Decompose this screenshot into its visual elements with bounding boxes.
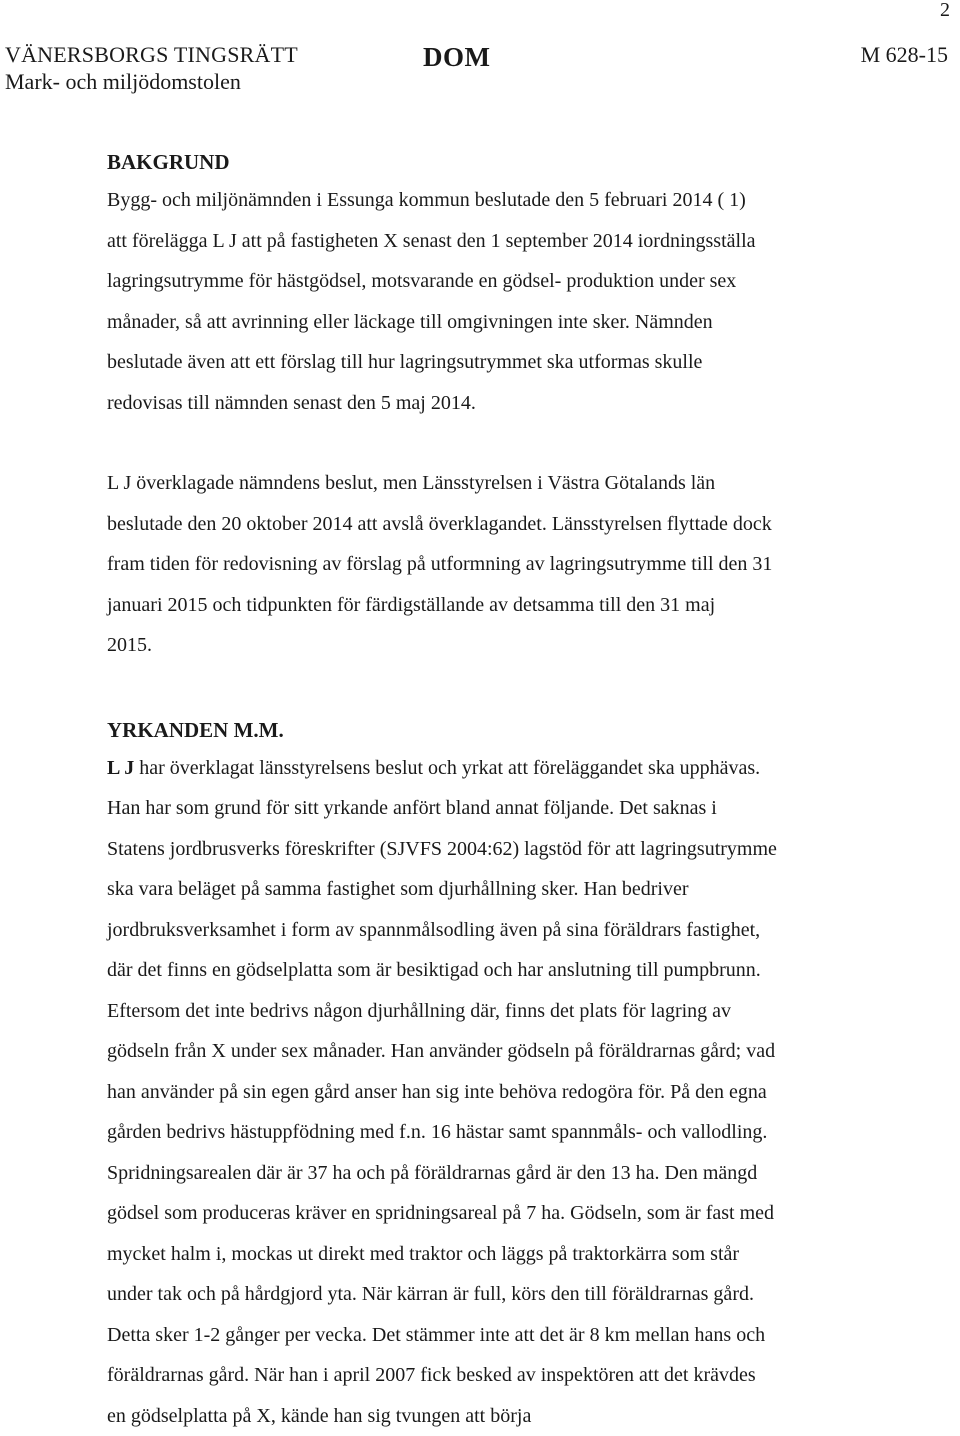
text-line: lagringsutrymme för hästgödsel, motsvarande en gödsel- produktion under sex (107, 261, 907, 302)
text-line: jordbruksverksamhet i form av spannmålsodling även på sina föräldrars fastighet, (107, 910, 907, 951)
text-line: han använder på sin egen gård anser han sig inte behöva redogöra för. På den egna (107, 1072, 907, 1113)
yrkanden-paragraph (107, 748, 907, 1436)
document-header (5, 42, 948, 98)
text-line: att förelägga L J att på fastigheten X senast den 1 september 2014 iordningsställa (107, 221, 907, 262)
document-type: DOM (423, 42, 490, 72)
text-line (107, 748, 907, 789)
section-spacer (107, 666, 907, 712)
text-line: Bygg- och miljönämnden i Essunga kommun beslutade den 5 februari 2014 ( 1) (107, 180, 907, 221)
text-line: gödseln från X under sex månader. Han använder gödseln på föräldrarnas gård; vad (107, 1031, 907, 1072)
bakgrund-paragraph-1 (107, 180, 907, 423)
text-line: Han har som grund för sitt yrkande anfört bland annat följande. Det saknas i (107, 788, 907, 829)
text-line: 2015. (107, 625, 907, 666)
text-line: Eftersom det inte bedrivs någon djurhållning där, finns det plats för lagring av (107, 991, 907, 1032)
text-line: Detta sker 1-2 gånger per vecka. Det stämmer inte att det är 8 km mellan hans och (107, 1315, 907, 1356)
text-line: beslutade även att ett förslag till hur lagringsutrymmet ska utformas skulle (107, 342, 907, 383)
paragraph-spacer (107, 423, 907, 463)
text-line: under tak och på hårdgjord yta. När kärran är full, körs den till föräldrarnas gård. (107, 1274, 907, 1315)
text-line-rest: har överklagat länsstyrelsens beslut och yrkat att föreläggandet ska upphävas. (134, 757, 760, 779)
text-line: månader, så att avrinning eller läckage till omgivningen inte sker. Nämnden (107, 302, 907, 343)
text-line: gödsel som produceras kräver en spridningsareal på 7 ha. Gödseln, som är fast med (107, 1193, 907, 1234)
text-line: mycket halm i, mockas ut direkt med traktor och läggs på traktorkärra som står (107, 1234, 907, 1275)
text-line: L J överklagade nämndens beslut, men Länsstyrelsen i Västra Götalands län (107, 463, 907, 504)
text-line: ska vara beläget på samma fastighet som djurhållning sker. Han bedriver (107, 869, 907, 910)
party-name: L J (107, 757, 134, 779)
text-line: fram tiden för redovisning av förslag på utformning av lagringsutrymme till den 31 (107, 544, 907, 585)
text-line: föräldrarnas gård. När han i april 2007 fick besked av inspektören att det krävdes (107, 1355, 907, 1396)
section-heading-yrkanden: YRKANDEN M.M. (107, 712, 907, 748)
text-line: beslutade den 20 oktober 2014 att avslå överklagandet. Länsstyrelsen flyttade dock (107, 504, 907, 545)
bakgrund-paragraph-2 (107, 463, 907, 666)
text-line: Spridningsarealen där är 37 ha och på föräldrarnas gård är den 13 ha. Den mängd (107, 1153, 907, 1194)
case-number: M 628-15 (861, 42, 948, 68)
text-line: Statens jordbrusverks föreskrifter (SJVFS 2004:62) lagstöd för att lagringsutrymme (107, 829, 907, 870)
text-line: januari 2015 och tidpunkten för färdigställande av detsamma till den 31 maj (107, 585, 907, 626)
page-number: 2 (940, 0, 950, 20)
text-line: en gödselplatta på X, kände han sig tvungen att börja (107, 1396, 907, 1436)
text-line: redovisas till nämnden senast den 5 maj 2014. (107, 383, 907, 424)
text-line: gården bedrivs hästuppfödning med f.n. 16 hästar samt spannmåls- och vallodling. (107, 1112, 907, 1153)
text-line: där det finns en gödselplatta som är besiktigad och har anslutning till pumpbrunn. (107, 950, 907, 991)
section-heading-bakgrund: BAKGRUND (107, 144, 907, 180)
document-body (107, 144, 907, 1436)
court-division: Mark- och miljödomstolen (5, 69, 241, 95)
court-name: VÄNERSBORGS TINGSRÄTT (5, 42, 298, 68)
